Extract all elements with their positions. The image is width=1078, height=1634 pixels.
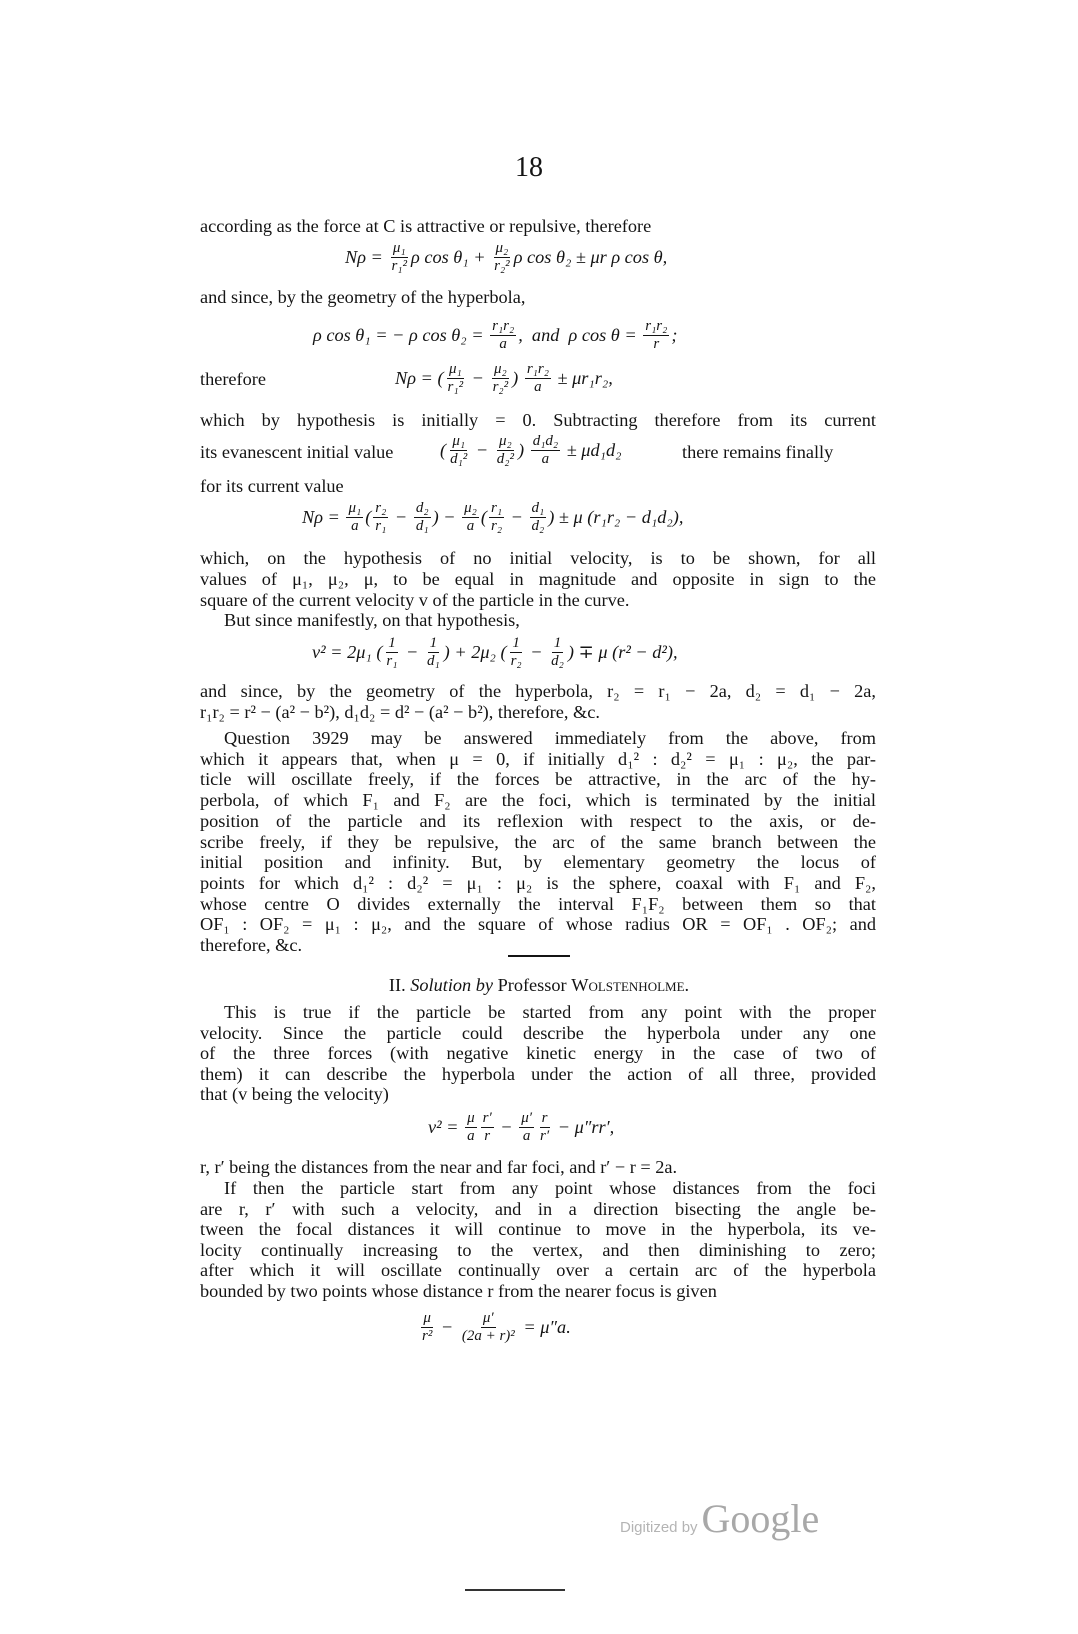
fraction (425, 635, 442, 670)
denominator: r² (422, 1328, 433, 1344)
text-line: there remains finally (682, 442, 834, 462)
fraction (389, 240, 409, 275)
numerator: r₁ (490, 500, 503, 516)
math-text: Nρ = ( (395, 368, 444, 388)
denominator: d₁² (450, 451, 468, 467)
numerator: μ₁ (348, 500, 362, 516)
math-text: − (401, 642, 423, 662)
text-line: position of the particle and its reflexion with respect to the axis, or de- (200, 810, 876, 831)
math-text: ρ cos θ₁ = − ρ cos θ₂ = (313, 325, 489, 345)
text-line: If then the particle start from any point whose distances from the foci (224, 1178, 876, 1198)
numerator: μ₂ (494, 361, 507, 377)
text-line: them) it can describe the hyperbola under the action of all three, provided (200, 1063, 876, 1084)
google-logo: Google (701, 1496, 820, 1541)
text-line: which by hypothesis is initially = 0. Subtracting therefore from its current (200, 410, 876, 430)
fraction (531, 433, 560, 468)
heading-title: Professor (497, 975, 567, 995)
denominator: r₁ (386, 653, 398, 669)
fraction (373, 500, 388, 535)
therefore-label: therefore (200, 369, 266, 389)
text-line: are r, r′ with such a velocity, and in a direction bisecting the angle be- (200, 1198, 876, 1219)
text-line: which it appears that, when μ = 0, if initially d₁² : d₂² = μ₁ : μ₂, the par- (200, 748, 876, 769)
denominator: d₁ (426, 653, 440, 669)
math-text: ) ± μ (r₁r₂ − d₁d₂), (548, 507, 684, 527)
equation-5 (302, 500, 683, 535)
math-text: ± μd₁d₂ (562, 440, 622, 460)
fraction (448, 433, 469, 468)
text-line: therefore, &c. (200, 935, 303, 955)
page-number: 18 (515, 152, 543, 183)
text-line: points for which d₁² : d₂² = μ₁ : μ₂ is the sphere, coaxal with F₁ and F₂, (200, 872, 876, 893)
denominator: r₂² (492, 379, 509, 395)
text-line: values of μ₁, μ₂, μ, to be equal in magnitude and opposite in sign to the (200, 569, 876, 589)
text-line: square of the current velocity v of the particle in the curve. (200, 590, 630, 610)
denominator: d₁ (415, 518, 429, 534)
equation-6 (312, 635, 678, 670)
denominator: r₂² (494, 258, 510, 274)
numerator: r₁r₂ (492, 318, 515, 334)
fraction (414, 500, 431, 535)
fraction (549, 635, 566, 670)
text-line: and since, by the geometry of the hyperbola, (200, 287, 526, 307)
denominator: d₂² (496, 451, 515, 467)
math-text: − (506, 507, 528, 527)
numerator: r₁r₂ (526, 361, 549, 377)
heading-number: II. (388, 975, 406, 995)
equation-8 (418, 1310, 571, 1345)
fraction (495, 433, 516, 468)
denominator: a (466, 518, 475, 534)
text-line: scribe freely, if they be repulsive, the arc of the same branch between the (200, 831, 876, 852)
text-line: But since manifestly, on that hypothesis, (224, 610, 520, 630)
fraction (420, 1310, 434, 1345)
text-line: for its current value (200, 476, 344, 496)
math-text: ρ cos θ₁ + (411, 247, 491, 267)
fraction (446, 361, 466, 396)
fraction (509, 635, 524, 670)
text-line: locity continually increasing to the vertex, and then diminishing to zero; (200, 1239, 876, 1260)
fraction (538, 1110, 551, 1145)
math-text: ) (518, 440, 529, 460)
math-text: Nρ = (345, 247, 388, 267)
denominator: a (499, 336, 507, 352)
text-line: OF₁ : OF₂ = μ₁ : μ₂, and the square of whose radius OR = OF₁ . OF₂; and (200, 914, 876, 935)
math-text: v² = 2μ₁ ( (312, 642, 383, 662)
equation-4 (440, 433, 621, 468)
fraction (462, 500, 479, 535)
numerator: r₂ (375, 500, 387, 516)
text-line: after which it will oscillate continually over a certain arc of the hyperbola (200, 1260, 876, 1281)
math-text: = μ″a. (518, 1317, 571, 1337)
fraction (481, 1110, 494, 1145)
numerator: 1 (512, 635, 520, 651)
math-text: − (495, 1117, 518, 1137)
text-line: according as the force at C is attractive or repulsive, therefore (200, 216, 652, 236)
text-line: r, r′ being the distances from the near and far foci, and r′ − r = 2a. (200, 1157, 678, 1177)
numerator: r′ (482, 1110, 492, 1126)
math-text: − (436, 1317, 458, 1337)
numerator: μ′ (482, 1310, 494, 1326)
equation-1 (345, 240, 667, 275)
denominator: r (484, 1128, 491, 1144)
heading-author: Wolstenholme. (571, 975, 690, 995)
math-text: ± μr₁r₂, (552, 368, 613, 388)
numerator: d₁ (531, 500, 545, 516)
section-heading (0, 975, 1078, 996)
text-line: of the three forces (with negative kinetic energy in the case of two of (200, 1043, 876, 1064)
text-line: its evanescent initial value (200, 442, 394, 462)
fraction (491, 361, 511, 396)
bottom-rule (465, 1589, 565, 1591)
fraction (530, 500, 547, 535)
numerator: μ₂ (499, 433, 512, 449)
denominator: a (467, 1128, 475, 1144)
numerator: d₁d₂ (532, 433, 559, 449)
math-text: ( (480, 507, 487, 527)
watermark-prefix: Digitized by (620, 1519, 698, 1536)
fraction (490, 318, 516, 353)
text-line: Question 3929 may be answered immediately from the above, from (224, 728, 876, 748)
math-text: , and ρ cos θ = (518, 325, 642, 345)
numerator: μ′ (521, 1110, 533, 1126)
fraction (643, 318, 669, 353)
denominator: a (534, 379, 542, 395)
numerator: μ₂ (495, 240, 509, 256)
equation-7 (428, 1110, 614, 1145)
text-line: perbola, of which F₁ and F₂ are the foci, which is terminated by the initial (200, 790, 876, 811)
math-text: − (471, 440, 493, 460)
fraction (465, 1110, 477, 1145)
heading-solution: Solution by (410, 975, 493, 995)
text-line: initial position and infinity. But, by elementary geometry the locus of (200, 852, 876, 873)
math-text: ρ cos θ₂ ± μr ρ cos θ, (513, 247, 668, 267)
denominator: r′ (540, 1128, 550, 1144)
section-divider (508, 955, 570, 957)
denominator: a (522, 1128, 531, 1144)
denominator: a (351, 518, 359, 534)
denominator: a (541, 451, 550, 467)
numerator: 1 (388, 635, 396, 651)
denominator: r₁² (447, 379, 464, 395)
math-text: − μ″rr′, (553, 1117, 615, 1137)
math-text: ) − (432, 507, 461, 527)
numerator: μ (423, 1310, 431, 1326)
denominator: (2a + r)² (461, 1328, 515, 1344)
numerator: r₁r₂ (645, 318, 668, 334)
denominator: r₁ (375, 518, 387, 534)
text-line: ticle will oscillate freely, if the forces be attractive, in the arc of the hy- (200, 769, 876, 790)
fraction (525, 361, 551, 396)
denominator: r₂ (510, 653, 522, 669)
numerator: μ₁ (452, 433, 466, 449)
fraction (489, 500, 504, 535)
denominator: r₁² (391, 258, 408, 274)
math-text: ( (440, 440, 447, 460)
text-line: This is true if the particle be started from any point with the proper (224, 1002, 876, 1022)
equation-3 (395, 361, 613, 396)
text-line: whose centre O divides externally the interval F₁F₂ between them so that (200, 893, 876, 914)
math-text: ( (365, 507, 372, 527)
numerator: μ₂ (464, 500, 477, 516)
google-watermark (620, 1495, 819, 1542)
denominator: d₂ (551, 653, 564, 669)
fraction (460, 1310, 517, 1345)
text-line: tween the focal distances it will continue to move in the hyperbola, its ve- (200, 1219, 876, 1240)
numerator: μ₁ (392, 240, 406, 256)
text-line: velocity. Since the particle could describe the hyperbola under any one (200, 1022, 876, 1043)
numerator: d₂ (415, 500, 429, 516)
text-line: that (v being the velocity) (200, 1084, 389, 1105)
numerator: 1 (429, 635, 438, 651)
denominator: r (653, 336, 660, 352)
numerator: μ (467, 1110, 475, 1126)
fraction (492, 240, 512, 275)
math-text: v² = (428, 1117, 464, 1137)
text-line: which, on the hypothesis of no initial velocity, is to be shown, for all (200, 548, 876, 568)
math-text: ) (512, 368, 523, 388)
math-text: − (390, 507, 412, 527)
text-line: bounded by two points whose distance r from the nearer focus is given (200, 1281, 717, 1301)
numerator: 1 (553, 635, 562, 651)
fraction (384, 635, 399, 670)
math-text: − (467, 368, 489, 388)
numerator: μ₁ (448, 361, 462, 377)
math-text: ) ∓ μ (r² − d²), (567, 642, 678, 662)
math-text: Nρ = (302, 507, 345, 527)
numerator: r (541, 1110, 548, 1126)
denominator: r₂ (490, 518, 503, 534)
text-line: r₁r₂ = r² − (a² − b²), d₁d₂ = d² − (a² − b²), therefore, &c. (200, 702, 600, 722)
equation-2 (313, 318, 677, 353)
denominator: d₂ (531, 518, 545, 534)
math-text: − (525, 642, 548, 662)
math-text: ; (671, 325, 678, 345)
fraction (346, 500, 363, 535)
math-text: ) + 2μ₂ ( (443, 642, 507, 662)
fraction (519, 1110, 534, 1145)
text-line: and since, by the geometry of the hyperbola, r₂ = r₁ − 2a, d₂ = d₁ − 2a, (200, 681, 876, 701)
